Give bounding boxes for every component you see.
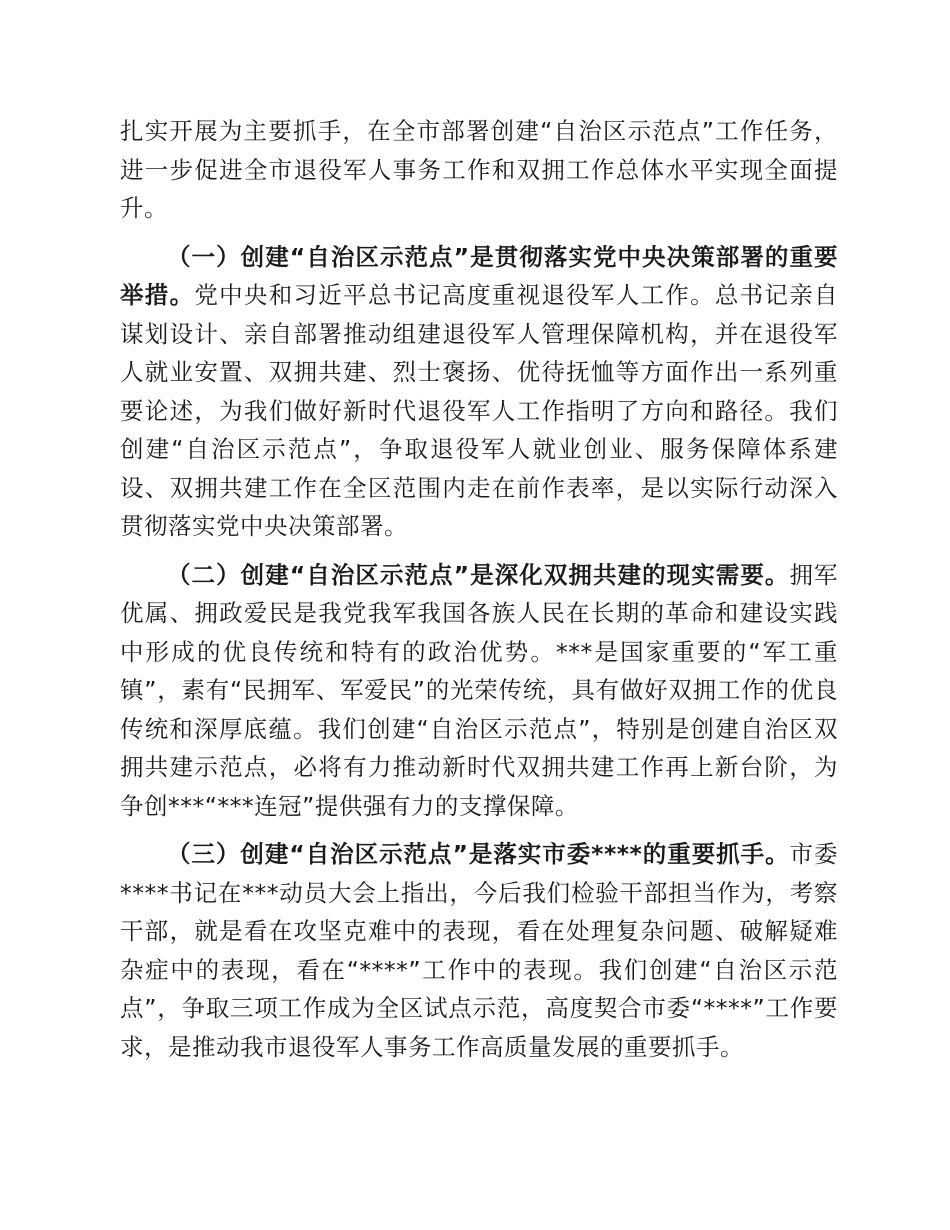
paragraph-text: 拥军优属、拥政爱民是我党我军我国各族人民在长期的革命和建设实践中形成的优良传统和特有的政治优势。***是国家重要的“军工重镇”，素有“民拥军、军爱民”的光荣传统，具有做好双拥工作的优良传统和深厚底蕴。我们创建“自治区示范点”，特别是创建自治区双拥共建示范点，必将有力推动新时代双拥共建工作再上新台阶，为争创***“***连冠”提供强有力的支撑保障。 — [120, 560, 839, 820]
paragraph-text: 市委****书记在***动员大会上指出，今后我们检验干部担当作为，考察干部，就是看在攻坚克难中的表现，看在处理复杂问题、破解疑难杂症中的表现，看在“****”工作中的表现。我们创建“自治区示范点”，争取三项工作成为全区试点示范，高度契合市委“****”工作要求，是推动我市退役军人事务工作高质量发展的重要抓手。 — [120, 840, 839, 1061]
paragraph-section-2 — [120, 556, 838, 826]
paragraph-section-1 — [120, 238, 838, 546]
section-heading: （三）创建“自治区示范点”是落实市委****的重要抓手。 — [167, 840, 790, 868]
paragraph-intro — [120, 112, 838, 228]
section-heading: （一）创建“自治区示范点”是贯彻落实党中央决策部署的重要举措。 — [120, 242, 838, 309]
paragraph-text: 党中央和习近平总书记高度重视退役军人工作。总书记亲自谋划设计、亲自部署推动组建退役军人管理保障机构，并在退役军人就业安置、双拥共建、烈士褒扬、优待抚恤等方面作出一系列重要论述，为我们做好新时代退役军人工作指明了方向和路径。我们创建“自治区示范点”，争取退役军人就业创业、服务保障体系建设、双拥共建工作在全区范围内走在前作表率，是以实际行动深入贯彻落实党中央决策部署。 — [120, 281, 839, 540]
paragraph-text: 扎实开展为主要抓手，在全市部署创建“自治区示范点”工作任务，进一步促进全市退役军人事务工作和双拥工作总体水平实现全面提升。 — [120, 117, 838, 222]
section-heading: （二）创建“自治区示范点”是深化双拥共建的现实需要。 — [167, 560, 790, 589]
paragraph-section-3 — [120, 835, 838, 1066]
document-body — [120, 112, 838, 1076]
